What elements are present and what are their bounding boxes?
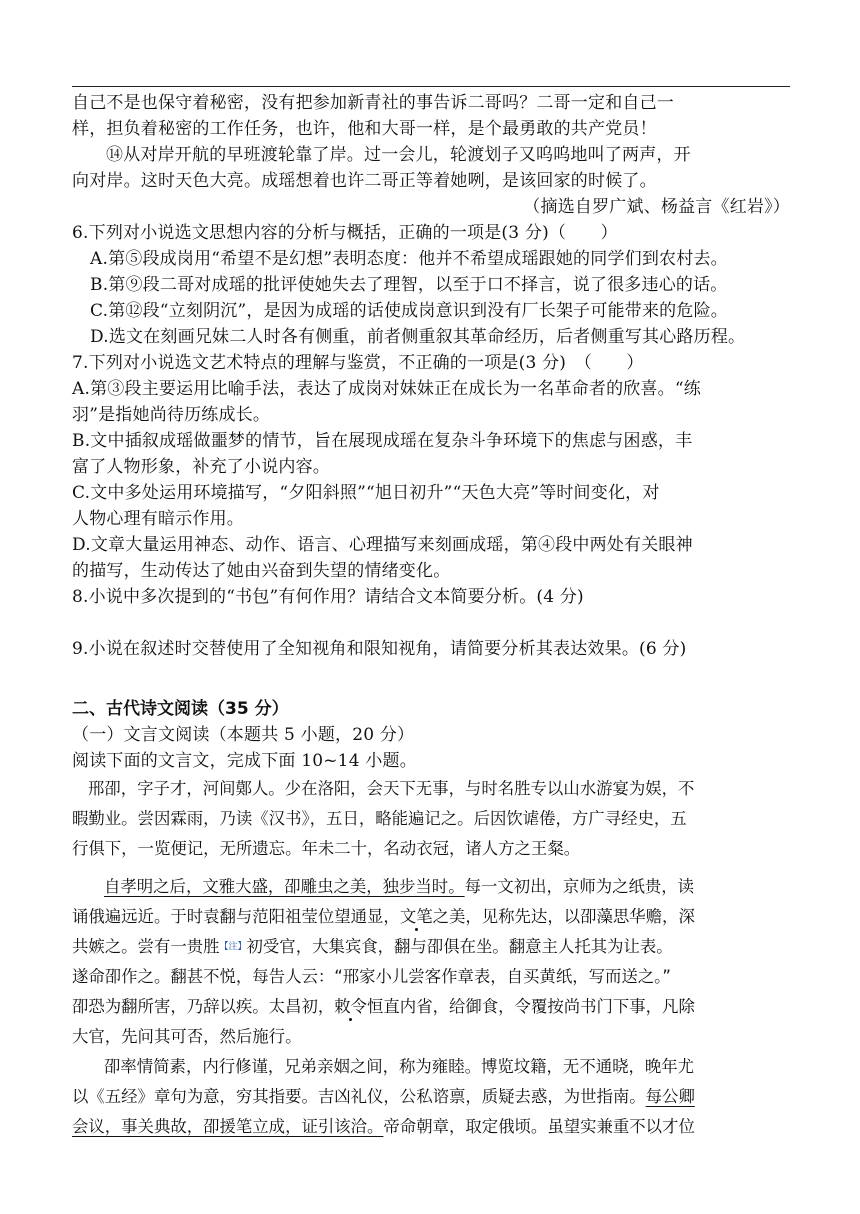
q7-line: 羽”是指她尚待历练成长。 — [72, 405, 271, 425]
q7-line: C.文中多处运用环境描写，“夕阳斜照”“旭日初升”“天色大亮”等时间变化，对 — [72, 483, 660, 503]
header-rule — [72, 86, 790, 87]
classical-line: 自孝明之后，文雅大盛，卲雕虫之美，独步当时。每一文初出，京师为之纸贵，读 — [104, 877, 695, 896]
classical-text — [72, 774, 792, 1142]
story-line: 样，担负着秘密的工作任务，也许，他和大哥一样，是个最勇敢的共产党员！ — [72, 119, 657, 139]
q6-option-d: D.选文在刻画兄妹二人时各有侧重，前者侧重叙其革命经历，后者侧重写其心路历程。 — [90, 327, 746, 347]
dotted-word: 文笔 — [399, 907, 433, 926]
q7-stem: 7.下列对小说选文艺术特点的理解与鉴赏，不正确的一项是(3 分) （ ） — [72, 353, 644, 373]
story-line: ⑭从对岸开航的早班渡轮靠了岸。过一会儿，轮渡划子又呜呜地叫了两声，开 — [106, 145, 691, 165]
story-line: 向对岸。这时天色大亮。成瑶想着也许二哥正等着她咧，是该回家的时候了。 — [72, 171, 657, 191]
classical-line: 诵俄遍远近。于时袁翻与范阳祖莹位望通显，文笔之美，见称先达，以卲藻思华赡，深 — [72, 907, 695, 926]
classical-line: 卲率情简素，内行修谨，兄弟亲姻之间，称为雍睦。博览坟籍，无不通晓，晚年尤 — [104, 1057, 695, 1076]
q8-stem: 8.小说中多次提到的“书包”有何作用？请结合文本简要分析。(4 分) — [72, 587, 584, 607]
classical-line: 暇勤业。尝因霖雨，乃读《汉书》，五日，略能遍记之。后因饮谑倦，方广寻经史，五 — [72, 809, 687, 828]
q7-line: A.第③段主要运用比喻手法，表达了成岗对妹妹正在成长为一名革命者的欣喜。“练 — [72, 379, 701, 399]
q6-stem: 6.下列对小说选文思想内容的分析与概括，正确的一项是(3 分)（ ） — [72, 223, 618, 243]
classical-line: 邢卲，字子才，河间鄚人。少在洛阳，会天下无事，与时名胜专以山水游宴为娱，不 — [88, 779, 695, 798]
section-title: 二、古代诗文阅读（35 分） — [72, 699, 289, 719]
q6-option-b: B.第⑨段二哥对成瑶的批评使她失去了理智，以至于口不择言，说了很多违心的话。 — [90, 275, 728, 295]
q7-line: 的描写，生动传达了她由兴奋到失望的情绪变化。 — [72, 561, 451, 581]
dotted-word: 敕令 — [334, 997, 368, 1016]
q6-option-a: A.第⑤段成岗用“希望不是幻想”表明态度：他并不希望成瑶跟她的同学们到农村去。 — [90, 249, 728, 269]
subsection-title: （一）文言文阅读（本题共 5 小题，20 分） — [72, 725, 415, 745]
classical-line: 行俱下，一览便记，无所遗忘。年未二十，名动衣冠，诸人方之王粲。 — [72, 839, 581, 858]
instruction: 阅读下面的文言文，完成下面 10~14 小题。 — [72, 751, 417, 771]
story-line: 自己不是也保守着秘密，没有把参加新青社的事告诉二哥吗？二哥一定和自己一 — [72, 93, 674, 113]
classical-line: 会议，事关典故，卲援笔立成，证引该洽。帝命朝章，取定俄顷。虽望实兼重不以才位 — [72, 1117, 695, 1136]
q7-line: B.文中插叙成瑶做噩梦的情节，旨在展现成瑶在复杂斗争环境下的焦虑与困惑，丰 — [72, 431, 693, 451]
q6-option-c: C.第⑫段“立刻阴沉”，是因为成瑶的话使成岗意识到没有厂长架子可能带来的危险。 — [90, 301, 728, 321]
classical-line: 以《五经》章句为意，穷其指要。吉凶礼仪，公私谘禀，质疑去惑，为世指南。每公卿 — [72, 1087, 695, 1106]
classical-line: 共嫉之。尝有一贵胜$^{【注】}$初受官，大集宾食，翻与卲俱在坐。翻意主人托其为让表。 — [72, 937, 673, 956]
underlined-sentence: 每公卿 — [645, 1087, 695, 1106]
q7-line: 人物心理有暗示作用。 — [72, 509, 244, 529]
q9-stem: 9.小说在叙述时交替使用了全知视角和限知视角，请简要分析其表达效果。(6 分) — [72, 639, 687, 659]
q7-line: 富了人物形象，补充了小说内容。 — [72, 457, 330, 477]
underlined-sentence: 会议，事关典故，卲援笔立成，证引该洽。 — [72, 1117, 384, 1136]
underlined-sentence: 自孝明之后，文雅大盛，卲雕虫之美，独步当时。 — [104, 877, 465, 896]
footnote-marker[interactable]: 【注】 — [219, 942, 247, 952]
classical-line: 遂命卲作之。翻甚不悦，每告人云：“邢家小儿尝客作章表，自买黄纸，写而送之。” — [72, 967, 671, 986]
source-citation: （摘选自罗广斌、杨益言《红岩》） — [523, 197, 790, 217]
classical-line: 大官，先问其可否，然后施行。 — [72, 1027, 302, 1046]
classical-line: 卲恐为翻所害，乃辞以疾。太昌初，敕令恒直内省，给御食，令覆按尚书门下事，凡除 — [72, 997, 695, 1016]
exam-page — [72, 90, 792, 1142]
q7-line: D.文章大量运用神态、动作、语言、心理描写来刻画成瑶，第④段中两处有关眼神 — [72, 535, 693, 555]
